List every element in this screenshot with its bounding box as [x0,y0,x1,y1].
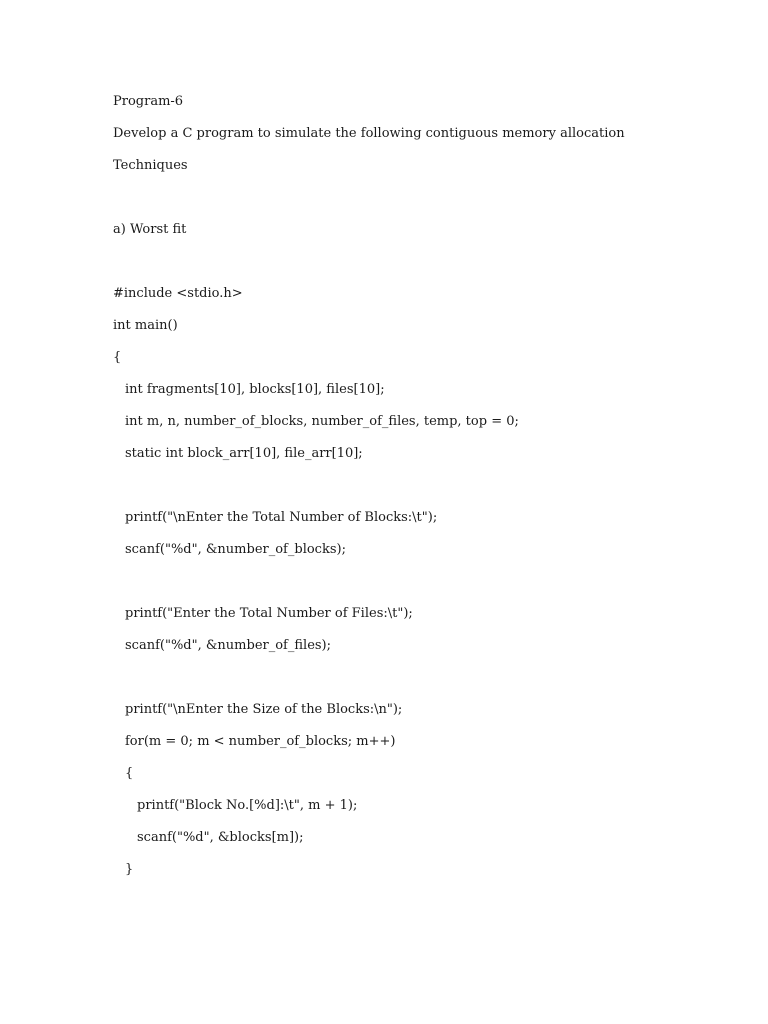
code-line: int main() [113,318,178,333]
code-line: { [113,350,122,365]
program-description-continued: Techniques [113,158,188,173]
program-description: Develop a C program to simulate the following contiguous memory allocation [113,126,625,141]
program-title: Program-6 [113,94,184,109]
code-line: int m, n, number_of_blocks, number_of_files, temp, top = 0; [125,414,519,429]
code-line: printf("\nEnter the Total Number of Blocks:\t"); [125,510,438,525]
code-line: } [125,862,134,877]
code-line: int fragments[10], blocks[10], files[10]; [125,382,385,397]
code-line: { [125,766,134,781]
code-line: printf("Block No.[%d]:\t", m + 1); [137,798,358,813]
code-line: scanf("%d", &blocks[m]); [137,830,304,845]
code-line: #include <stdio.h> [113,286,243,301]
section-heading: a) Worst fit [113,222,187,237]
code-line: static int block_arr[10], file_arr[10]; [125,446,363,461]
code-line: printf("\nEnter the Size of the Blocks:\n"); [125,702,403,717]
code-line: scanf("%d", &number_of_blocks); [125,542,346,557]
code-line: for(m = 0; m < number_of_blocks; m++) [125,734,396,749]
code-line: scanf("%d", &number_of_files); [125,638,332,653]
code-line: printf("Enter the Total Number of Files:\t"); [125,606,413,621]
